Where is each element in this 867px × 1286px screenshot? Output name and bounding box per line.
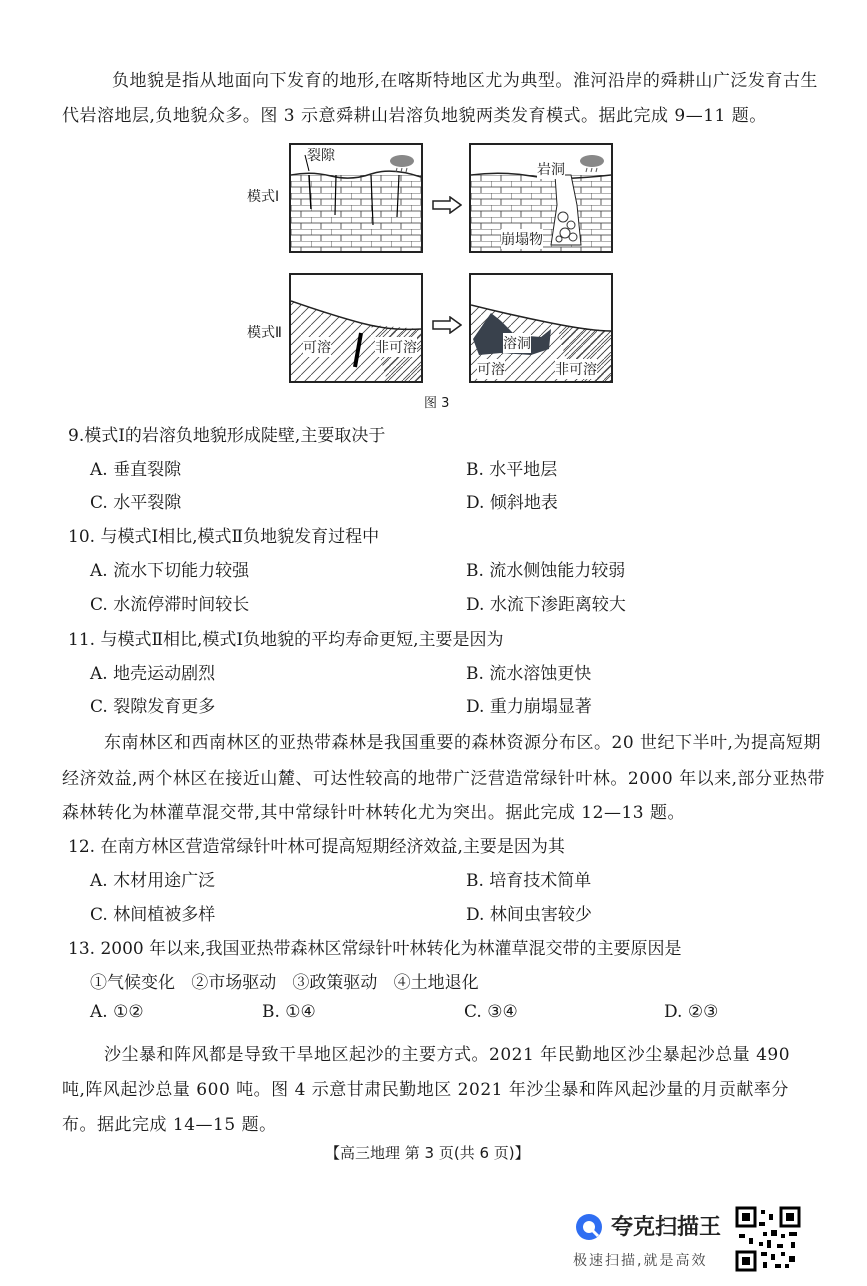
soluble-label-after: 可溶 (477, 359, 505, 379)
soluble-label: 可溶 (303, 337, 331, 357)
rain-cloud-icon (389, 153, 415, 177)
q9-option-a[interactable]: A. 垂直裂隙 (90, 460, 182, 480)
intro1-line2: 代岩溶地层,负地貌众多。图 3 示意舜耕山岩溶负地貌两类发育模式。据此完成 9—11 题。 (62, 106, 767, 126)
insoluble-label: 非可溶 (375, 337, 417, 357)
q13-option-a[interactable]: A. ①② (90, 1002, 144, 1022)
page-footer: 【高三地理 第 3 页(共 6 页)】 (325, 1144, 530, 1162)
q11-option-a[interactable]: A. 地壳运动剧烈 (90, 664, 216, 684)
q12-option-d[interactable]: D. 林间虫害较少 (466, 905, 592, 925)
q9-option-b[interactable]: B. 水平地层 (466, 460, 558, 480)
collapse-label: 崩塌物 (501, 229, 543, 249)
q10-option-a[interactable]: A. 流水下切能力较强 (90, 561, 250, 581)
intro2-line3: 森林转化为林灌草混交带,其中常绿针叶林转化尤为突出。据此完成 12—13 题。 (62, 803, 685, 823)
q10-option-b[interactable]: B. 流水侧蚀能力较弱 (466, 561, 626, 581)
q13-statements: ①气候变化 ②市场驱动 ③政策驱动 ④土地退化 (90, 973, 479, 993)
mode2-before-diagram (289, 273, 423, 383)
q11-option-d[interactable]: D. 重力崩塌显著 (466, 697, 592, 717)
brand-slogan: 极速扫描,就是高效 (573, 1253, 708, 1269)
crack-label: 裂隙 (307, 148, 335, 164)
q12-stem: 12. 在南方林区营造常绿针叶林可提高短期经济效益,主要是因为其 (68, 837, 565, 857)
q12-option-a[interactable]: A. 木材用途广泛 (90, 871, 216, 891)
q9-stem: 9.模式Ⅰ的岩溶负地貌形成陡壁,主要取决于 (68, 426, 386, 446)
q13-stem: 13. 2000 年以来,我国亚热带森林区常绿针叶林转化为林灌草混交带的主要原因是 (68, 939, 682, 959)
rain-cloud-icon (579, 153, 605, 177)
intro3-line3: 布。据此完成 14—15 题。 (62, 1115, 277, 1135)
q13-option-c[interactable]: C. ③④ (464, 1002, 518, 1022)
q12-option-c[interactable]: C. 林间植被多样 (90, 905, 216, 925)
intro3-line1: 沙尘暴和阵风都是导致干旱地区起沙的主要方式。2021 年民勤地区沙尘暴起沙总量 490 (104, 1045, 791, 1065)
mode2-label: 模式Ⅱ (247, 325, 282, 341)
q12-option-b[interactable]: B. 培育技术简单 (466, 871, 592, 891)
right-arrow-icon (432, 196, 462, 218)
q9-option-c[interactable]: C. 水平裂隙 (90, 493, 182, 513)
intro3-line2: 吨,阵风起沙总量 600 吨。图 4 示意甘肃民勤地区 2021 年沙尘暴和阵风起沙量的月贡献率分 (62, 1080, 789, 1100)
qr-code-icon (735, 1206, 801, 1276)
q9-option-d[interactable]: D. 倾斜地表 (466, 493, 558, 513)
intro1-line1: 负地貌是指从地面向下发育的地形,在喀斯特地区尤为典型。淮河沿岸的舜耕山广泛发育古生 (112, 71, 818, 91)
q13-option-b[interactable]: B. ①④ (262, 1002, 316, 1022)
q10-option-c[interactable]: C. 水流停滞时间较长 (90, 595, 250, 615)
figure-caption: 图 3 (424, 396, 450, 411)
mode1-label: 模式Ⅰ (247, 189, 280, 205)
mode1-before-diagram (289, 143, 423, 253)
brand-name: 夸克扫描王 (611, 1215, 722, 1240)
intro2-line1: 东南林区和西南林区的亚热带森林是我国重要的森林资源分布区。20 世纪下半叶,为提高短期 (104, 733, 821, 753)
q10-stem: 10. 与模式Ⅰ相比,模式Ⅱ负地貌发育过程中 (68, 527, 380, 547)
q13-option-d[interactable]: D. ②③ (664, 1002, 719, 1022)
insoluble-label-after: 非可溶 (555, 359, 597, 379)
karst-cave-label: 溶洞 (503, 333, 531, 353)
q11-option-c[interactable]: C. 裂隙发育更多 (90, 697, 216, 717)
cave-label: 岩洞 (537, 159, 565, 179)
quark-logo-icon (574, 1212, 604, 1246)
q11-stem: 11. 与模式Ⅱ相比,模式Ⅰ负地貌的平均寿命更短,主要是因为 (68, 630, 504, 650)
right-arrow-icon (432, 316, 462, 338)
mode1-after-diagram (469, 143, 613, 253)
intro2-line2: 经济效益,两个林区在接近山麓、可达性较高的地带广泛营造常绿针叶林。2000 年以来,部分亚热带 (62, 769, 825, 789)
q10-option-d[interactable]: D. 水流下渗距离较大 (466, 595, 626, 615)
mode2-after-diagram (469, 273, 613, 383)
q11-option-b[interactable]: B. 流水溶蚀更快 (466, 664, 592, 684)
